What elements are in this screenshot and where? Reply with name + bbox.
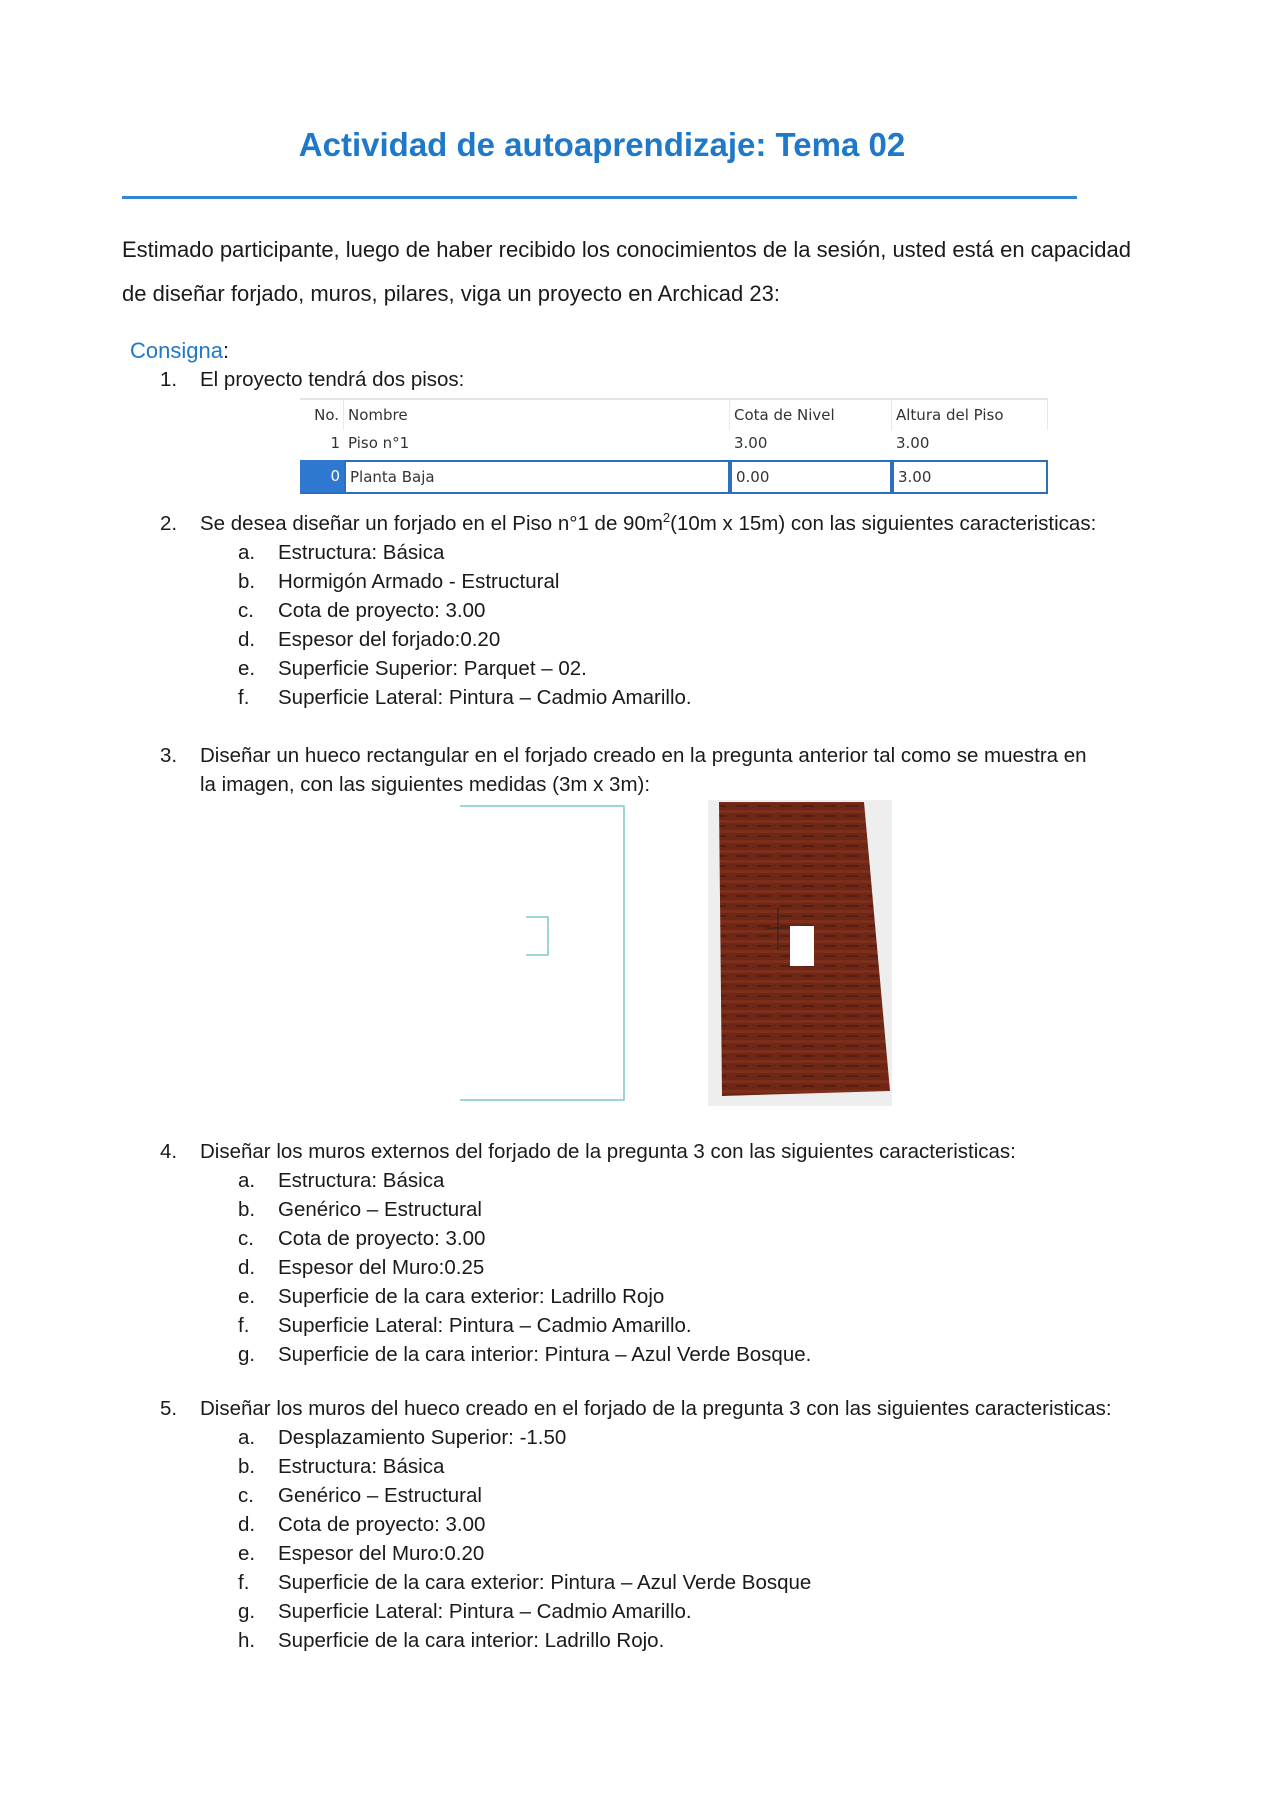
- cell-cota: 0.00: [730, 460, 892, 492]
- question-number: 4.: [160, 1140, 178, 1163]
- cell-no: 0: [300, 460, 344, 492]
- list-item-letter: g.: [238, 1600, 256, 1623]
- list-item-letter: f.: [238, 686, 250, 709]
- list-item-text: Superficie de la cara exterior: Ladrillo Rojo: [278, 1285, 665, 1308]
- question-text: Se desea diseñar un forjado en el Piso n°1 de $90m^2(10m$ x 15m) con las siguientes caracteristicas:: [200, 510, 1097, 535]
- question-text-line2: la imagen, con las siguientes medidas (3m x 3m):: [200, 773, 651, 796]
- list-item-letter: d.: [238, 1513, 256, 1536]
- list-item: [0, 1598, 1200, 1626]
- header-no: No.: [300, 400, 344, 430]
- cell-nombre: Piso n°1: [348, 434, 410, 452]
- list-item-letter: e.: [238, 1542, 256, 1565]
- list-item-text: Espesor del Muro:0.20: [278, 1542, 485, 1565]
- list-item-text: Desplazamiento Superior: -1.50: [278, 1426, 567, 1449]
- opening: [790, 926, 814, 966]
- list-item-text: Cota de proyecto: 3.00: [278, 1227, 486, 1250]
- list-item-text: Superficie Lateral: Pintura – Cadmio Amarillo.: [278, 1600, 692, 1623]
- list-item-letter: e.: [238, 1285, 256, 1308]
- list-item: [0, 597, 1200, 625]
- list-item: [0, 1254, 1200, 1282]
- list-item-letter: b.: [238, 570, 256, 593]
- question-number: 3.: [160, 744, 178, 767]
- list-item-text: Superficie de la cara interior: Ladrillo Rojo.: [278, 1629, 665, 1652]
- list-item: [0, 1312, 1200, 1340]
- question-number: 1.: [160, 368, 178, 391]
- question-text-line1: Diseñar un hueco rectangular en el forjado creado en la pregunta anterior tal como se muestra en: [200, 744, 1087, 767]
- table-row-selected: [300, 460, 1048, 494]
- cell-cota: 3.00: [734, 434, 768, 452]
- list-item-text: Superficie Lateral: Pintura – Cadmio Amarillo.: [278, 1314, 692, 1337]
- list-item-letter: g.: [238, 1343, 256, 1366]
- list-item-letter: e.: [238, 657, 256, 680]
- list-item: [0, 626, 1200, 654]
- list-item: [0, 1283, 1200, 1311]
- list-item: [0, 539, 1200, 567]
- list-item-text: Superficie de la cara interior: Pintura – Azul Verde Bosque.: [278, 1343, 812, 1366]
- list-item-letter: b.: [238, 1455, 256, 1478]
- question-4: [0, 1138, 1200, 1166]
- question-3: [0, 742, 1200, 770]
- question-text: Diseñar los muros del hueco creado en el forjado de la pregunta 3 con las siguientes caracteristicas:: [200, 1397, 1112, 1420]
- question-text: El proyecto tendrá dos pisos:: [200, 368, 465, 391]
- list-item-text: Espesor del Muro:0.25: [278, 1256, 485, 1279]
- list-item-text: Superficie Lateral: Pintura – Cadmio Amarillo.: [278, 686, 692, 709]
- intro-paragraph: Estimado participante, luego de haber recibido los conocimientos de la sesión, usted está en capacidad de diseñar forjado, muros, pilares, viga un proyecto en Archicad 23:: [122, 237, 1131, 306]
- list-item: [0, 1341, 1200, 1369]
- slab-outline: [460, 806, 624, 1100]
- cell-altura: 3.00: [896, 434, 930, 452]
- list-item-text: Estructura: Básica: [278, 1169, 445, 1192]
- cell-nombre: Planta Baja: [344, 460, 730, 492]
- list-item-letter: h.: [238, 1629, 256, 1652]
- list-item: [0, 1424, 1200, 1452]
- list-item-text: Superficie Superior: Parquet – 02.: [278, 657, 587, 680]
- list-item-letter: a.: [238, 1426, 256, 1449]
- list-item: [0, 684, 1200, 712]
- list-item-letter: d.: [238, 1256, 256, 1279]
- header-altura: Altura del Piso: [892, 400, 1048, 430]
- table-header-row: [300, 398, 1048, 430]
- list-item-text: Superficie de la cara exterior: Pintura – Azul Verde Bosque: [278, 1571, 812, 1594]
- list-item: [0, 655, 1200, 683]
- question-text: Diseñar los muros externos del forjado de la pregunta 3 con las siguientes caracteristicas:: [200, 1140, 1016, 1163]
- list-item-text: Hormigón Armado - Estructural: [278, 570, 560, 593]
- list-item-text: Cota de proyecto: 3.00: [278, 599, 486, 622]
- cell-altura: 3.00: [892, 460, 1048, 492]
- header-nombre: Nombre: [344, 400, 730, 430]
- list-item: [0, 1569, 1200, 1597]
- list-item-text: Cota de proyecto: 3.00: [278, 1513, 486, 1536]
- list-item-letter: c.: [238, 1227, 254, 1250]
- list-item: [0, 1453, 1200, 1481]
- cell-no: 1: [330, 434, 340, 452]
- consigna-heading: [130, 338, 229, 364]
- question-3-cont: [0, 771, 1200, 799]
- list-item: [0, 1627, 1200, 1655]
- floors-table: [300, 398, 1048, 498]
- list-item-letter: b.: [238, 1198, 256, 1221]
- list-item: [0, 1196, 1200, 1224]
- list-item-letter: c.: [238, 599, 254, 622]
- question-1: [0, 366, 1200, 394]
- list-item: [0, 1540, 1200, 1568]
- question-2: [0, 510, 1200, 538]
- slab-plan-drawing: [460, 805, 630, 1101]
- list-item-letter: f.: [238, 1571, 250, 1594]
- list-item: [0, 1167, 1200, 1195]
- list-item-text: Genérico – Estructural: [278, 1198, 482, 1221]
- list-item: [0, 1511, 1200, 1539]
- list-item: [0, 1225, 1200, 1253]
- opening-outline: [526, 917, 548, 955]
- question-number: 2.: [160, 512, 178, 535]
- page-title: Actividad de autoaprendizaje: Tema 02: [298, 126, 906, 163]
- list-item-letter: a.: [238, 541, 256, 564]
- consigna-colon: :: [222, 338, 230, 363]
- question-number: 5.: [160, 1397, 178, 1420]
- list-item: [0, 568, 1200, 596]
- question-5: [0, 1395, 1200, 1423]
- slab-3d-render: [708, 800, 892, 1106]
- header-cota: Cota de Nivel: [730, 400, 892, 430]
- list-item-letter: c.: [238, 1484, 254, 1507]
- list-item-letter: a.: [238, 1169, 256, 1192]
- list-item-text: Estructura: Básica: [278, 1455, 445, 1478]
- list-item-letter: d.: [238, 628, 256, 651]
- list-item-text: Estructura: Básica: [278, 541, 445, 564]
- table-row: [300, 428, 1048, 458]
- list-item-text: Espesor del forjado:0.20: [278, 628, 501, 651]
- title-divider: [122, 196, 1077, 199]
- list-item-letter: f.: [238, 1314, 250, 1337]
- consigna-label: Consigna: [130, 338, 223, 363]
- list-item-text: Genérico – Estructural: [278, 1484, 482, 1507]
- list-item: [0, 1482, 1200, 1510]
